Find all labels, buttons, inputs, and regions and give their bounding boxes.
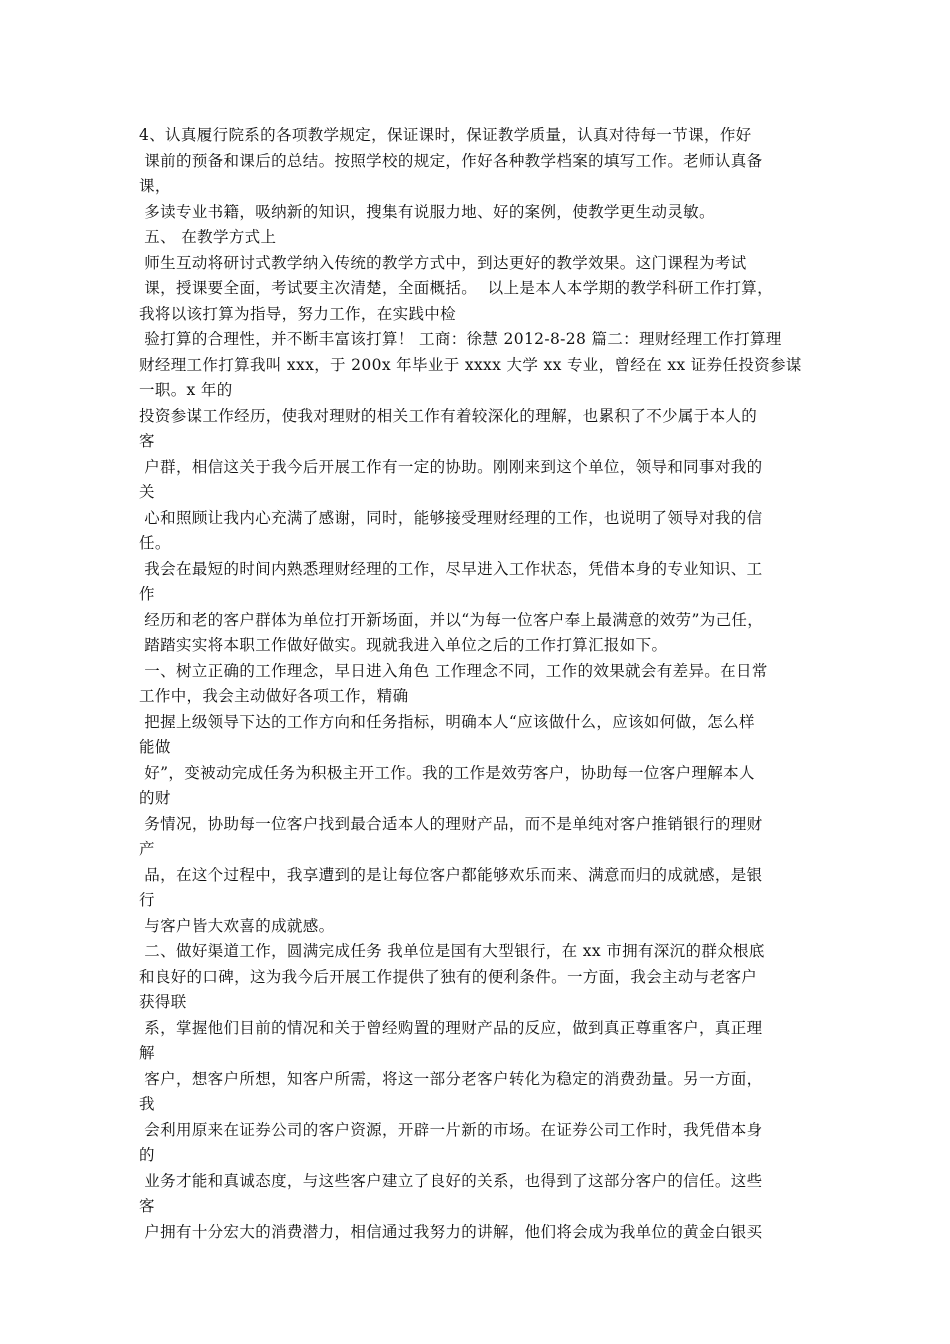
text-line: 会利用原来在证券公司的客户资源，开辟一片新的市场。在证券公司工作时，我凭借本身: [139, 1120, 763, 1139]
text-line: 户拥有十分宏大的消费潜力，相信通过我努力的讲解，他们将会成为我单位的黄金白银买: [139, 1222, 763, 1241]
text-line: 课，: [139, 177, 171, 195]
text-line: 务情况，协助每一位客户找到最合适本人的理财产品，而不是单纯对客户推销银行的理财: [139, 814, 763, 833]
text-line: 财经理工作打算我叫 xxx，于 200x 年毕业于 xxxx 大学 xx 专业，曾经在 xx 证券任投资参谋: [139, 355, 802, 374]
text-line: 课，授课要全面，考试要主次清楚，全面概括。 以上是本人本学期的教学科研工作打算，: [139, 279, 773, 297]
text-line: 我将以该打算为指导，努力工作，在实践中检: [139, 304, 457, 323]
text-line: 投资参谋工作经历，使我对理财的相关工作有着较深化的理解，也累积了不少属于本人的: [139, 406, 758, 425]
text-line: 我会在最短的时间内熟悉理财经理的工作，尽早进入工作状态，凭借本身的专业知识、工: [139, 559, 763, 578]
text-line: 的: [139, 1146, 155, 1164]
text-line: 品，在这个过程中，我享遭到的是让每位客户都能够欢乐而来、满意而归的成就感，是银: [139, 865, 763, 884]
document-body: [139, 123, 829, 1245]
text-line: 一职。x 年的: [139, 381, 233, 399]
text-line: 与客户皆大欢喜的成就感。: [139, 916, 335, 935]
text-line: 和良好的口碑，这为我今后开展工作提供了独有的便利条件。一方面，我会主动与老客户: [139, 967, 758, 986]
text-line: 工作中，我会主动做好各项工作，精确: [139, 687, 409, 705]
text-line: 客: [139, 1197, 155, 1215]
text-line: 户群，相信这关于我今后开展工作有一定的协助。刚刚来到这个单位，领导和同事对我的: [139, 457, 763, 476]
text-line: 行: [139, 891, 155, 909]
text-line: 五、 在教学方式上: [139, 228, 277, 246]
text-line: 经历和老的客户群体为单位打开新场面，并以“为每一位客户奉上最满意的效劳”为己任，: [139, 610, 764, 629]
text-line: 客户，想客户所想，知客户所需，将这一部分老客户转化为稳定的消费劲量。另一方面，: [139, 1069, 763, 1088]
text-line: 客: [139, 432, 155, 450]
text-line: 关: [139, 483, 155, 501]
text-line: 心和照顾让我内心充满了感谢，同时，能够接受理财经理的工作，也说明了领导对我的信: [139, 508, 763, 527]
text-line: 4、认真履行院系的各项教学规定，保证课时，保证教学质量，认真对待每一节课，作好: [139, 126, 752, 144]
text-line: 二、做好渠道工作，圆满完成任务 我单位是国有大型银行，在 xx 市拥有深沉的群众根底: [139, 942, 765, 960]
text-line: 验打算的合理性，并不断丰富该打算！ 工商：徐慧 2012-8-28 篇二：理财经理工作打算理: [139, 330, 782, 348]
text-line: 课前的预备和课后的总结。按照学校的规定，作好各种教学档案的填写工作。老师认真备: [139, 151, 763, 170]
text-line: 一、树立正确的工作理念，早日进入角色 工作理念不同，工作的效果就会有差异。在日常: [139, 661, 768, 680]
text-line: 能做: [139, 738, 171, 756]
text-line: 好”，变被动完成任务为积极主开工作。我的工作是效劳客户，协助每一位客户理解本人: [139, 763, 755, 782]
text-line: 踏踏实实将本职工作做好做实。现就我进入单位之后的工作打算汇报如下。: [139, 636, 668, 654]
text-line: 业务才能和真诚态度，与这些客户建立了良好的关系，也得到了这部分客户的信任。这些: [139, 1171, 763, 1190]
text-line: 师生互动将研讨式教学纳入传统的教学方式中，到达更好的教学效果。这门课程为考试: [139, 253, 747, 272]
text-line: 任。: [139, 534, 171, 552]
text-line: 产: [139, 840, 155, 858]
text-line: 把握上级领导下达的工作方向和任务指标，明确本人“应该做什么，应该如何做，怎么样: [139, 712, 755, 731]
text-line: 获得联: [139, 993, 187, 1011]
text-line: 的财: [139, 789, 171, 807]
text-line: 系，掌握他们目前的情况和关于曾经购置的理财产品的反应，做到真正尊重客户，真正理: [139, 1018, 763, 1037]
text-line: 多读专业书籍，吸纳新的知识，搜集有说服力地、好的案例，使教学更生动灵敏。: [139, 202, 715, 221]
text-line: 解: [139, 1044, 155, 1062]
text-line: 我: [139, 1095, 155, 1113]
text-line: 作: [139, 585, 155, 603]
